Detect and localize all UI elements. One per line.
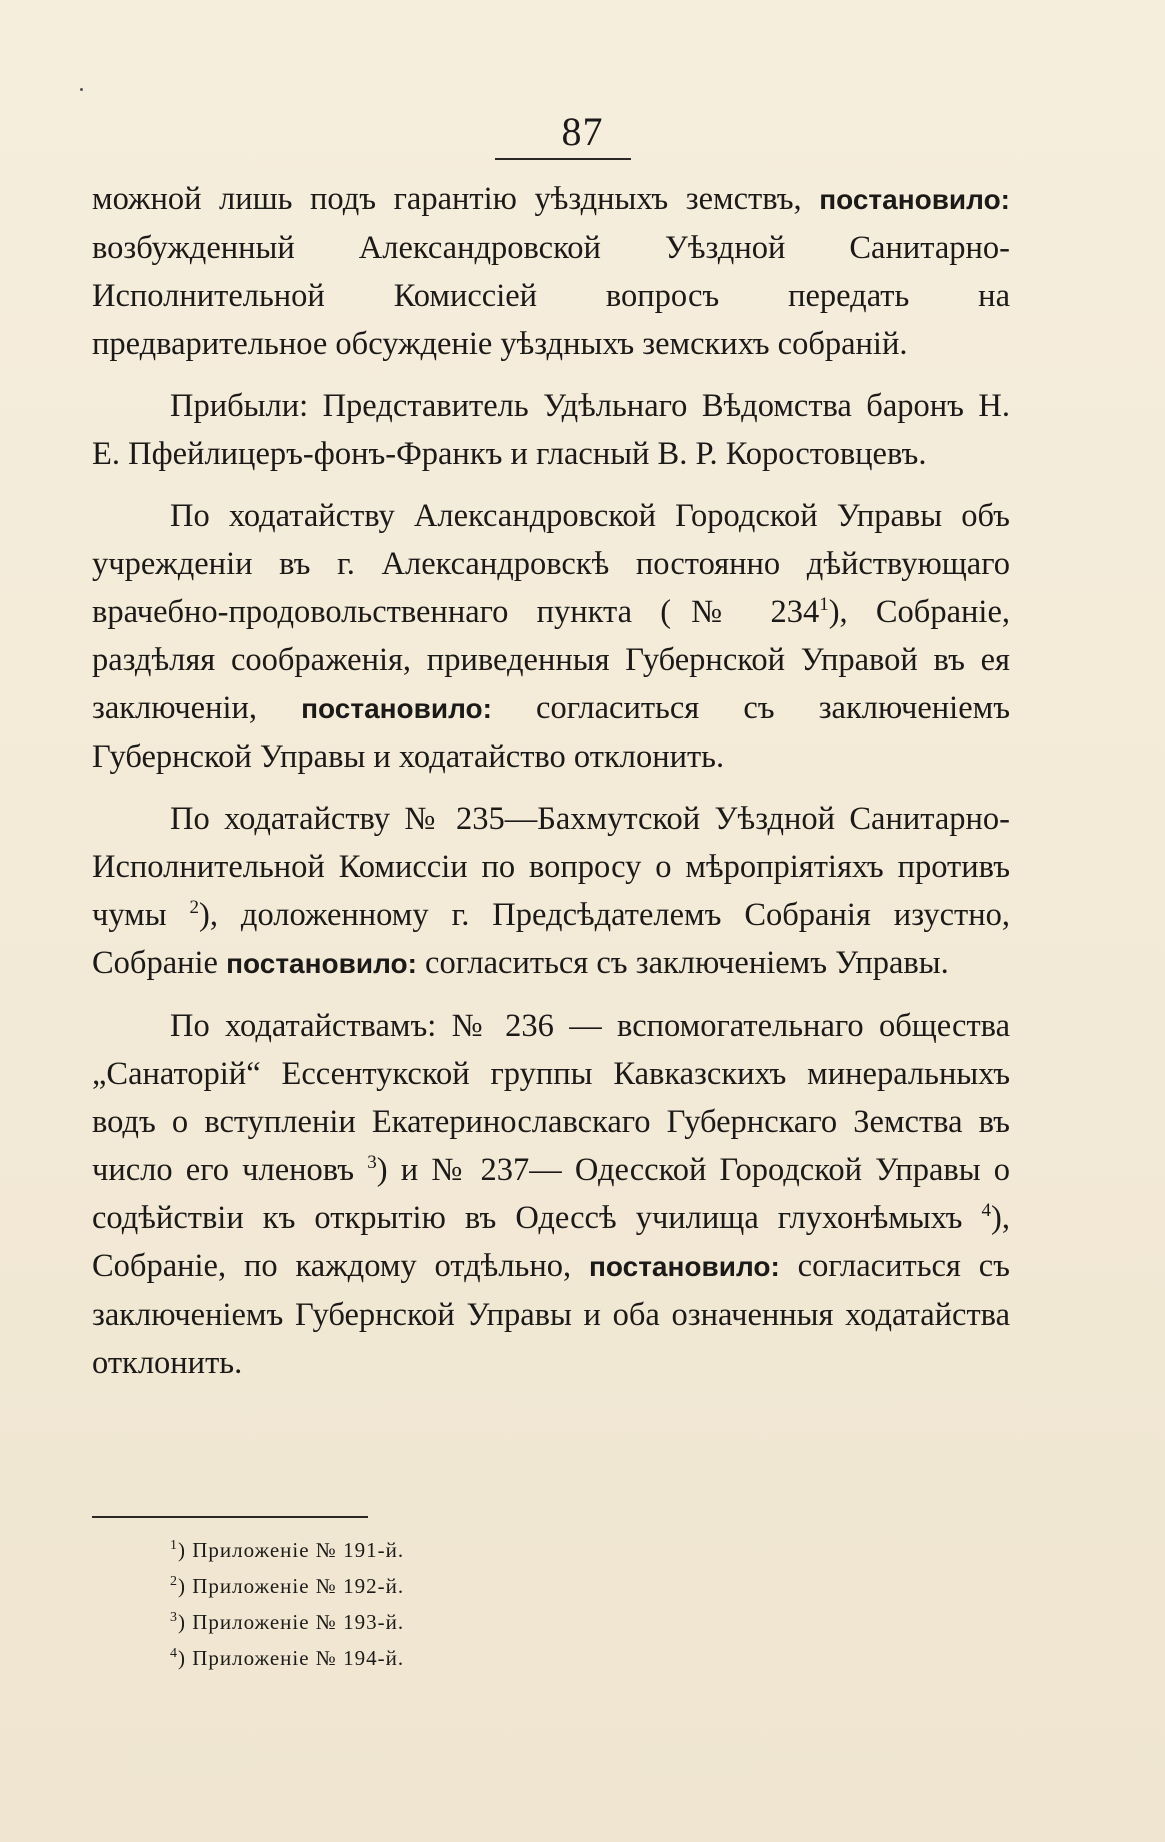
- paragraph: [92, 1002, 1010, 1387]
- page-number-rule: [495, 158, 631, 160]
- footnote-ref: 3: [367, 1152, 377, 1173]
- text-run: согласиться съ заключеніемъ Управы.: [416, 945, 949, 981]
- resolution-keyword: постановило:: [301, 693, 492, 724]
- footnote: [170, 1568, 770, 1604]
- text-run: ), Собраніе, по каждому отдѣльно,: [92, 1200, 1010, 1284]
- resolution-keyword: постановило:: [589, 1251, 780, 1282]
- footnote: [170, 1604, 770, 1640]
- text-run: По ходатайству Александровской Городской Управы объ учрежденіи въ г. Александровскѣ постоянно дѣйствующаго врачебно-продовольственнаго пункта (№ 234: [92, 498, 1010, 630]
- footnote-ref: 4: [981, 1200, 992, 1221]
- paragraph: [92, 795, 1010, 988]
- footnote-mark: 3: [170, 1610, 178, 1625]
- text-run: ) и № 237— Одесской Городской Управы о содѣйствіи къ открытію въ Одессѣ училища глухонѣмыхъ: [92, 1152, 1010, 1236]
- text-run: ), Собраніе, раздѣляя соображенія, приведенныя Губернской Управой въ ея заключеніи,: [92, 594, 1010, 726]
- footnote-mark: 4: [170, 1646, 178, 1661]
- text-run: согласиться съ заключеніемъ Губернской Управы и оба означенныя ходатайства отклонить.: [92, 1248, 1010, 1381]
- text-run: можной лишь подъ гарантію уѣздныхъ земствъ,: [92, 181, 820, 217]
- footnote-mark: 2: [170, 1574, 178, 1589]
- page-number: 87: [561, 109, 604, 154]
- text-run: согласиться съ заключеніемъ Губернской Управы и ходатайство отклонить.: [92, 690, 1011, 775]
- body-text: [92, 175, 1010, 1401]
- footnote-ref: 2: [189, 897, 200, 918]
- footnote-text: ) Приложеніе № 191-й.: [178, 1538, 405, 1562]
- footnote-text: ) Приложеніе № 192-й.: [178, 1574, 405, 1598]
- text-run: ), доложенному г. Предсѣдателемъ Собранія изустно, Собраніе: [92, 897, 1010, 981]
- footnote-rule: [92, 1516, 368, 1518]
- resolution-keyword: постановило:: [819, 184, 1010, 215]
- text-run: Прибыли: Представитель Удѣльнаго Вѣдомства баронъ Н. Е. Пфейлицеръ-фонъ-Франкъ и гласный В. Р. Коростовцевъ.: [92, 388, 1010, 472]
- paragraph: [92, 492, 1010, 781]
- footnote-mark: 1: [170, 1538, 178, 1553]
- footnote: [170, 1640, 770, 1676]
- resolution-keyword: постановило:: [226, 948, 417, 979]
- paragraph: [92, 175, 1010, 368]
- text-run: возбужденный Александровской Уѣздной Санитарно-Исполнительной Комиссіей вопросъ передать на предварительное обсужденіе уѣздныхъ земскихъ собраній.: [92, 230, 1010, 362]
- text-run: По ходатайству № 235—Бахмутской Уѣздной Санитарно-Исполнительной Комиссіи по вопросу о мѣропріятіяхъ противъ чумы: [92, 801, 1010, 933]
- footnote-text: ) Приложеніе № 194-й.: [178, 1646, 405, 1670]
- speck: [80, 88, 83, 91]
- footnote-text: ) Приложеніе № 193-й.: [178, 1610, 405, 1634]
- footnote-ref: 1: [819, 594, 829, 615]
- paragraph: [92, 382, 1010, 478]
- text-run: По ходатайствамъ: № 236 — вспомогательнаго общества „Санаторій“ Ессентукской группы Кавказскихъ минеральныхъ водъ о вступленіи Екатеринославскаго Губернскаго Земства въ число его членовъ: [92, 1008, 1010, 1188]
- footnotes: [170, 1532, 770, 1676]
- footnote: [170, 1532, 770, 1568]
